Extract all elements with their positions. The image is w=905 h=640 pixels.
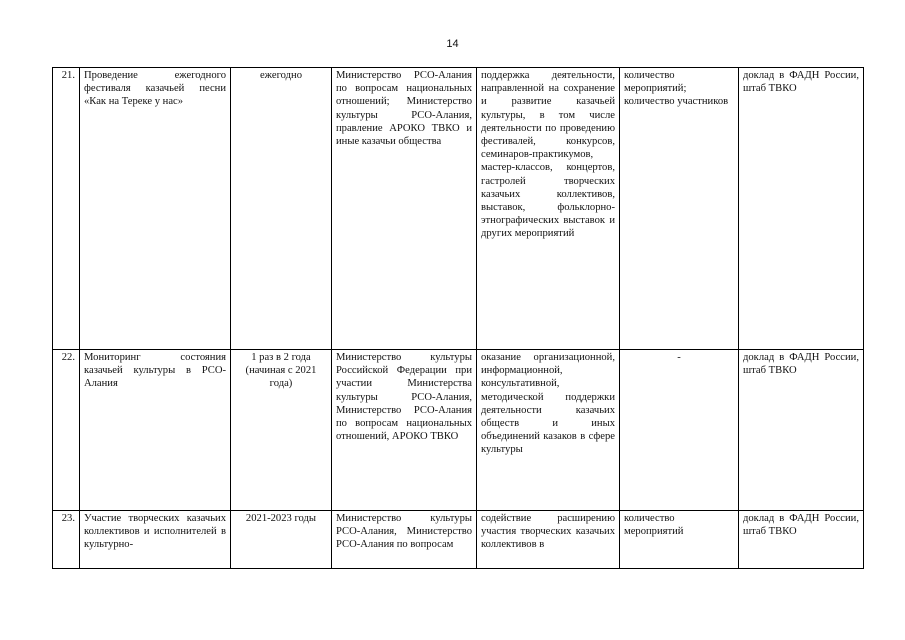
- activity-executors: Министерство культуры РСО-Алания, Министерство РСО-Алания по вопросам: [332, 511, 477, 569]
- activity-indicator: количество мероприятий: [620, 511, 739, 569]
- activity-report: доклад в ФАДН России, штаб ТВКО: [739, 511, 864, 569]
- activity-report: доклад в ФАДН России, штаб ТВКО: [739, 68, 864, 350]
- activity-name: Участие творческих казачьих коллективов и исполнителей в культурно-: [80, 511, 231, 569]
- activity-indicator: количество мероприятий; количество участников: [620, 68, 739, 350]
- activity-indicator: -: [620, 350, 739, 511]
- page-number: 14: [446, 38, 459, 50]
- table-row: [53, 511, 864, 569]
- activities-table: [52, 67, 864, 569]
- row-number: 21.: [53, 68, 80, 350]
- activity-term: 1 раз в 2 года (начиная с 2021 года): [231, 350, 332, 511]
- activity-executors: Министерство РСО-Алания по вопросам национальных отношений; Министерство культуры РСО-Алания, правление АРОКО ТВКО и иные казачьи общества: [332, 68, 477, 350]
- row-number: 22.: [53, 350, 80, 511]
- table-row: [53, 68, 864, 350]
- activity-goal: поддержка деятельности, направленной на сохранение и развитие казачьей культуры, в том числе деятельности по проведению фестивалей, конкурсов, семинаров-практикумов, мастер-классов, концертов, гастролей творческих казачьих коллективов, выставок, фольклорно-этнографических выставок и других мероприятий: [477, 68, 620, 350]
- activity-goal: оказание организационной, информационной, консультативной, методической поддержки деятельности казачьих обществ и иных объединений казаков в сфере культуры: [477, 350, 620, 511]
- activity-name: Проведение ежегодного фестиваля казачьей песни «Как на Тереке у нас»: [80, 68, 231, 350]
- activity-executors: Министерство культуры Российской Федерации при участии Министерства культуры РСО-Алания, Министерство РСО-Алания по вопросам национальных отношений, АРОКО ТВКО: [332, 350, 477, 511]
- activity-report: доклад в ФАДН России, штаб ТВКО: [739, 350, 864, 511]
- activity-term: 2021-2023 годы: [231, 511, 332, 569]
- row-number: 23.: [53, 511, 80, 569]
- activity-term: ежегодно: [231, 68, 332, 350]
- table-row: [53, 350, 864, 511]
- activity-goal: содействие расширению участия творческих казачьих коллективов в: [477, 511, 620, 569]
- activity-name: Мониторинг состояния казачьей культуры в РСО-Алания: [80, 350, 231, 511]
